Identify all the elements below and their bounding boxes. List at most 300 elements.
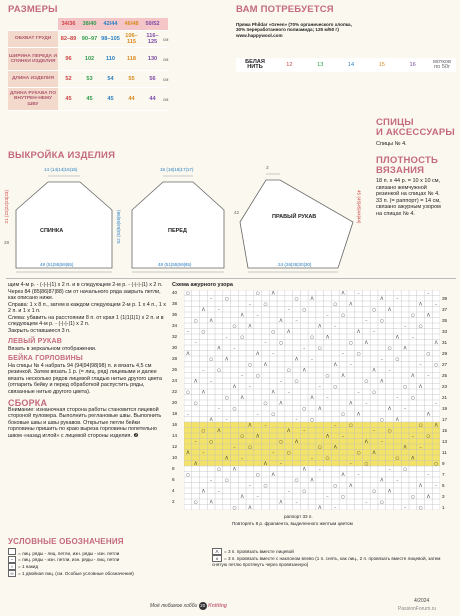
watermark: PassionForum.ru xyxy=(398,606,437,612)
stitch-symbol: Λ xyxy=(341,373,345,379)
stitch-symbol: ○ xyxy=(372,489,377,495)
row-number: 2 xyxy=(172,499,175,504)
size-header: 50/52 xyxy=(142,18,163,31)
stitch-symbol: Λ xyxy=(279,500,283,506)
stitch-symbol: Λ xyxy=(341,472,345,478)
amount: 16 xyxy=(409,62,416,68)
stitch-symbol: – xyxy=(427,472,430,478)
stitch-symbol: – xyxy=(210,379,213,385)
divider xyxy=(6,278,456,279)
stitch-symbol: – xyxy=(357,291,360,297)
stitch-symbol: – xyxy=(210,296,213,302)
back-shape xyxy=(16,182,112,268)
legend-text: = лиц. ряды - лиц. петли, изн. ряды - изн. петли xyxy=(18,551,120,556)
cell: 55 xyxy=(121,71,142,88)
stitch-symbol: ○ xyxy=(410,395,415,401)
stitch-symbol: ○ xyxy=(201,428,206,434)
stitch-symbol: – xyxy=(310,456,314,462)
stitch-symbol: Λ xyxy=(333,362,337,368)
unit: см xyxy=(163,71,168,88)
stitch-symbol: ○ xyxy=(302,489,307,495)
stitch-symbol: Λ xyxy=(388,307,392,313)
stitch-symbol: Λ xyxy=(356,329,361,335)
row-number: 12 xyxy=(172,444,178,449)
density-text xyxy=(376,178,458,218)
legend-item xyxy=(8,563,208,570)
stitch-symbol: ○ xyxy=(240,335,245,341)
row-number: 22 xyxy=(172,389,178,394)
k3tog-icon: Λ xyxy=(212,548,222,555)
stitch-symbol: ○ xyxy=(286,368,291,374)
stitch-symbol: ○ xyxy=(348,340,353,346)
cell: 45 xyxy=(100,88,121,111)
repeat-label: раппорт 33 п. xyxy=(284,514,313,519)
stitch-symbol: ○ xyxy=(302,307,307,313)
stitch-symbol: ○ xyxy=(310,417,314,423)
stitch-symbol: – xyxy=(186,329,190,335)
stitch-symbol: Λ xyxy=(271,472,275,478)
row-number: 33 xyxy=(442,328,448,334)
stitch-symbol: – xyxy=(225,335,228,341)
row-number: 19 xyxy=(442,405,448,411)
stitch-symbol: ○ xyxy=(341,412,345,418)
row-label: ОБХВАТ ГРУДИ xyxy=(8,31,58,48)
stitch-symbol: Λ xyxy=(310,296,314,302)
row-number: 26 xyxy=(172,367,178,372)
yarn-description xyxy=(236,22,456,38)
stitch-symbol: – xyxy=(434,401,438,407)
stitch-symbol: ○ xyxy=(279,439,283,445)
density-title xyxy=(376,156,438,176)
stitch-symbol: – xyxy=(310,357,314,363)
purl-symbol-icon: – xyxy=(8,556,16,563)
stitch-symbol: ○ xyxy=(333,302,338,308)
cell: 53 xyxy=(79,71,100,88)
legend-text: = 3 п. провязать вместе лицевой xyxy=(224,549,294,554)
issue: 4/2024 xyxy=(414,598,430,604)
stitch-symbol: Λ xyxy=(302,467,306,473)
stitch-symbol: – xyxy=(233,445,236,451)
amount: 12 xyxy=(286,62,293,68)
stitch-symbol: Λ xyxy=(426,494,430,500)
stitch-symbol: Λ xyxy=(411,373,415,379)
stitch-symbol: ○ xyxy=(279,340,283,346)
amount: 13 xyxy=(317,62,324,68)
front-shape xyxy=(132,182,224,268)
density-line: 33 п. (= раппорт) = 14 см, xyxy=(376,197,441,204)
row-number: 27 xyxy=(442,361,448,367)
stitch-symbol: – xyxy=(388,368,391,374)
stitch-symbol: ○ xyxy=(434,362,439,368)
stitch-symbol: ○ xyxy=(255,291,260,297)
row-number: 18 xyxy=(172,411,178,416)
stitch-symbol: – xyxy=(427,291,430,297)
stitch-symbol: – xyxy=(241,456,244,462)
row-number: 28 xyxy=(172,356,178,361)
stitch-symbol: Λ xyxy=(279,401,283,407)
stitch-symbol: ○ xyxy=(379,318,384,324)
stitch-symbol: Λ xyxy=(349,401,353,407)
legend-text: = лиц. ряды - изн. петли, изн. ряды - лиц. петли xyxy=(18,557,120,563)
double-knit-icon: ∞ xyxy=(8,570,16,577)
row-label: ШИРИНА ПЕРЕДА И СПИНКИ ИЗДЕЛИЯ xyxy=(8,48,58,71)
stitch-symbol: – xyxy=(357,390,360,396)
stitch-symbol: ○ xyxy=(418,505,423,510)
row-number: 36 xyxy=(172,312,178,317)
stitch-symbol: – xyxy=(256,313,259,319)
color-label: БЕЛАЯ НИТЬ xyxy=(245,58,265,70)
stitch-symbol: Λ xyxy=(318,324,322,330)
stitch-symbol: Λ xyxy=(341,291,345,297)
stitch-symbol: – xyxy=(295,417,298,423)
stitch-symbol: ○ xyxy=(193,401,198,407)
stitch-symbol: ○ xyxy=(193,500,198,506)
row-number: 40 xyxy=(172,290,178,295)
stitch-symbol: Λ xyxy=(248,505,252,510)
stitch-symbol: Λ xyxy=(419,483,423,489)
stitch-symbol: Λ xyxy=(287,329,291,335)
paragraph: Закрыть оставшиеся 3 п. xyxy=(8,327,71,334)
stitch-symbol: ○ xyxy=(286,450,291,456)
cell: 116–125 xyxy=(142,31,163,48)
density-line: резинкой на спицах № 4. xyxy=(376,191,440,198)
stitch-symbol: Λ xyxy=(372,368,376,374)
stitch-symbol: Λ xyxy=(380,478,384,484)
cell: 90–97 xyxy=(79,31,100,48)
stitch-symbol: Λ xyxy=(325,434,330,440)
row-number: 29 xyxy=(442,350,448,356)
stitch-symbol: – xyxy=(411,434,414,440)
stitch-symbol: ○ xyxy=(317,445,322,451)
row-number: 38 xyxy=(172,301,178,306)
stitch-symbol: – xyxy=(380,357,383,363)
density-line: связано жемчужной xyxy=(376,184,427,191)
amount-unit: мотков по 50г xyxy=(433,58,451,70)
stitch-symbol: – xyxy=(434,483,438,489)
section-name: Knitting xyxy=(208,603,227,609)
stitch-symbol: – xyxy=(396,296,399,302)
cell: 52 xyxy=(58,71,79,88)
stitch-symbol: ○ xyxy=(255,373,260,379)
stitch-symbol: Λ xyxy=(318,406,322,412)
stitch-symbol: ○ xyxy=(410,494,415,500)
stitch-symbol: – xyxy=(334,324,337,330)
stitch-symbol: Λ xyxy=(256,434,260,440)
stitch-symbol: ○ xyxy=(185,390,190,396)
stitch-symbol: – xyxy=(419,445,422,451)
sleeve-side: 45 (45|45|44|44) xyxy=(356,190,362,224)
row-number: 1 xyxy=(442,504,445,510)
stitch-symbol: ○ xyxy=(271,412,276,418)
stitch-symbol: – xyxy=(279,461,283,467)
legend-title: УСЛОВНЫЕ ОБОЗНАЧЕНИЯ xyxy=(8,537,124,546)
cell: 110 xyxy=(100,48,121,71)
stitch-symbol: Λ xyxy=(426,313,430,319)
stitch-symbol: – xyxy=(217,406,221,412)
stitch-symbol: – xyxy=(295,318,298,324)
stitch-symbol: ○ xyxy=(224,395,229,401)
instructions-column xyxy=(8,282,168,439)
cell: 118 xyxy=(121,48,142,71)
row-number: 9 xyxy=(442,460,445,466)
stitch-symbol: – xyxy=(303,346,306,352)
stitch-symbol: Λ xyxy=(403,346,407,352)
row-number: 37 xyxy=(442,306,448,312)
stitch-symbol: Λ xyxy=(263,461,268,467)
stitch-symbol: Λ xyxy=(364,340,368,346)
stitch-symbol: – xyxy=(248,483,252,489)
legend-item xyxy=(212,548,452,555)
yarn-site: www.happywool.com xyxy=(236,32,283,38)
stitch-symbol: ○ xyxy=(325,373,330,379)
chart-title: Схема ажурного узора xyxy=(172,282,233,288)
stitch-symbol: – xyxy=(388,467,391,473)
paragraph: Слева: убавить на расстоянии 8 п. от края 1 (1|1|1|1) x 2 п. и в следующем 4-м р. - (-|-|-|1) x 2 п. xyxy=(8,314,164,327)
stitch-symbol: Λ xyxy=(380,296,384,302)
row-number: 7 xyxy=(442,471,445,477)
stitch-symbol: ○ xyxy=(356,450,361,456)
row-number: 39 xyxy=(442,295,448,301)
legend-text: = 3 п. провязать вместе с наклоном влево (1 п. снять, как лиц., 2 п. провязать вместе лицевой, затем снятую петлю протянуть через провязанную) xyxy=(212,556,441,567)
stitch-chart xyxy=(184,290,440,510)
row-number: 14 xyxy=(172,433,178,438)
stitch-symbol: – xyxy=(365,500,368,506)
left-sleeve-title: ЛЕВЫЙ РУКАВ xyxy=(8,338,62,345)
stitch-symbol: ○ xyxy=(224,296,229,302)
stitch-symbol: ○ xyxy=(209,439,214,445)
stitch-symbol: – xyxy=(248,302,252,308)
back-side: 21 (22|22|23|23) xyxy=(4,190,9,224)
needles-title-line: И АКСЕССУАРЫ xyxy=(376,127,455,138)
stitch-symbol: Λ xyxy=(419,384,423,390)
yarn-over-icon: ○ xyxy=(8,563,16,570)
stitch-symbol: ○ xyxy=(232,406,237,412)
stitch-symbol: – xyxy=(256,494,259,500)
stitch-symbol: – xyxy=(256,412,259,418)
stitch-symbol: ○ xyxy=(403,467,408,473)
neck-title: БЕЙКА ГОРЛОВИНЫ xyxy=(8,355,83,362)
stitch-symbol: Λ xyxy=(225,357,229,363)
paragraph: На спицы № 4 набрать 94 (94|94|98|98) п. и вязать 4,5 см резинкой. Затем вязать 1 р. (= лиц. ряд) лицевыми и далее вязать несколько рядов лицевой гладью нитью другого цвета (отпарить бейку и перед обработкой распустить ряды, связанные нитью другого цвета). xyxy=(8,362,162,395)
stitch-symbol: Λ xyxy=(426,412,430,418)
stitch-symbol: ○ xyxy=(379,417,384,423)
stitch-symbol: Λ xyxy=(372,450,376,456)
stitch-symbol: Λ xyxy=(403,445,407,451)
legend-right xyxy=(212,548,452,567)
stitch-symbol: ○ xyxy=(418,324,423,330)
row-number: 17 xyxy=(442,416,448,422)
row-number: 15 xyxy=(442,427,448,433)
stitch-symbol: Λ xyxy=(201,489,205,495)
stitch-symbol: Λ xyxy=(194,379,198,385)
stitch-symbol: Λ xyxy=(419,302,423,308)
size-header: 34/36 xyxy=(58,18,79,31)
density-title-line: ВЯЗАНИЯ xyxy=(376,165,425,176)
row-number: 10 xyxy=(172,455,178,460)
stitch-symbol: ○ xyxy=(247,445,252,451)
stitch-symbol: ○ xyxy=(356,351,361,357)
paragraph: Внимание: изнаночная сторона работы становится лицевой стороной пуловера. Выполнить реглановые швы. Выполнить боковые швы и швы рукавов. Открытые петли бейки горловины пришить по краю выреза горловины попетельно швом «назад иглой» с лицевой стороны изделия. ❷ xyxy=(8,406,162,439)
stitch-symbol: Λ xyxy=(209,318,213,324)
front-bottom: 48 (51|55|59|65) xyxy=(158,262,192,267)
stitch-symbol: ○ xyxy=(271,329,276,335)
stitch-symbol: Λ xyxy=(232,384,236,390)
chart-caption: Повторять 8 р. фрагмента, выделенного желтым цветом xyxy=(232,521,353,526)
stitch-symbol: Λ xyxy=(271,390,275,396)
stitch-symbol: Λ xyxy=(217,346,221,352)
stitch-symbol: Λ xyxy=(201,307,205,313)
stitch-symbol: ○ xyxy=(294,379,299,385)
stitch-symbol: Λ xyxy=(279,318,283,324)
stitch-symbol: Λ xyxy=(310,395,314,401)
stitch-symbol: ○ xyxy=(185,472,190,478)
stitch-symbol: – xyxy=(233,346,236,352)
pattern-title: ВЫКРОЙКА ИЗДЕЛИЯ xyxy=(8,150,116,161)
density-line: связано ажурным узором xyxy=(376,204,441,211)
sleeve-bottom: 24 (26|28|30|30) xyxy=(278,262,312,267)
stitch-symbol: Λ xyxy=(388,489,392,495)
legend-left xyxy=(8,548,208,577)
stitch-symbol: ○ xyxy=(317,346,322,352)
stitch-symbol: ○ xyxy=(209,357,214,363)
cell: 44 xyxy=(121,88,142,111)
stitch-symbol: – xyxy=(248,384,252,390)
stitch-symbol: ○ xyxy=(216,368,221,374)
stitch-symbol: ○ xyxy=(255,472,260,478)
stitch-symbol: ○ xyxy=(232,324,237,330)
unit: см xyxy=(163,88,168,111)
stitch-symbol: – xyxy=(272,450,275,456)
stitch-symbol: Λ xyxy=(194,461,198,467)
row-number: 24 xyxy=(172,378,178,383)
stitch-symbol: – xyxy=(365,318,368,324)
stitch-symbol: – xyxy=(326,395,329,401)
paragraph: Вязать в зеркальном отображении. xyxy=(8,345,97,352)
stitch-symbol: – xyxy=(217,489,221,495)
stitch-symbol: Λ xyxy=(271,291,275,297)
stitch-symbol: Λ xyxy=(217,428,221,434)
stitch-symbol: Λ xyxy=(209,417,213,423)
stitch-symbol: Λ xyxy=(201,390,205,396)
stitch-symbol: Λ xyxy=(380,379,384,385)
stitch-symbol: ○ xyxy=(372,307,377,313)
stitch-symbol: Λ xyxy=(240,494,244,500)
stitch-symbol: ○ xyxy=(410,313,415,319)
row-number: 32 xyxy=(172,334,178,339)
stitch-symbol: ○ xyxy=(341,313,345,319)
stitch-symbol: ○ xyxy=(294,478,299,484)
stitch-symbol: – xyxy=(202,450,205,456)
sleeve-height: 42 xyxy=(234,210,240,215)
row-number: 34 xyxy=(172,323,178,328)
row-number: 5 xyxy=(442,482,445,488)
stitch-symbol: – xyxy=(264,340,267,346)
stitch-symbol: – xyxy=(334,423,337,429)
stitch-symbol: – xyxy=(380,439,383,445)
cell: 96 xyxy=(58,48,79,71)
cell: 82–89 xyxy=(58,31,79,48)
stitch-symbol: Λ xyxy=(248,324,252,330)
row-number: 13 xyxy=(442,438,448,444)
stitch-symbol: – xyxy=(411,335,414,341)
legend-item xyxy=(212,555,452,567)
stitch-symbol: ○ xyxy=(418,423,423,429)
stitch-symbol: Λ xyxy=(302,368,306,374)
stitch-symbol: – xyxy=(295,500,298,506)
cell: 98–105 xyxy=(100,31,121,48)
stitch-symbol: Λ xyxy=(349,483,353,489)
stitch-symbol: – xyxy=(225,417,228,423)
stitch-symbol: Λ xyxy=(364,439,368,445)
stitch-symbol: Λ xyxy=(186,351,190,357)
stitch-symbol: ○ xyxy=(434,461,439,467)
stitch-symbol: – xyxy=(186,412,190,418)
needles-title xyxy=(376,118,455,138)
stitch-symbol: – xyxy=(272,351,275,357)
stitch-symbol: ○ xyxy=(364,461,369,467)
needs-title: ВАМ ПОТРЕБУЕТСЯ xyxy=(236,4,334,15)
yarn-line: Пряжа Phildar «Green» (70% органического хлопка, xyxy=(236,22,352,27)
stitch-symbol: – xyxy=(326,313,329,319)
stitch-symbol: ○ xyxy=(403,384,408,390)
stitch-symbol: – xyxy=(318,467,321,473)
cell: 44 xyxy=(142,88,163,111)
stitch-symbol: ○ xyxy=(364,379,369,385)
stitch-symbol: ○ xyxy=(185,291,190,297)
stitch-symbol: ○ xyxy=(310,335,314,341)
stitch-symbol: – xyxy=(396,478,399,484)
stitch-symbol: ○ xyxy=(395,456,400,462)
stitch-symbol: – xyxy=(396,395,399,401)
stitch-symbol: ○ xyxy=(232,505,237,510)
stitch-symbol: ○ xyxy=(395,357,400,363)
stitch-symbol: ○ xyxy=(333,384,338,390)
size-header: 38/40 xyxy=(79,18,100,31)
legend-item xyxy=(8,570,208,577)
footer-magazine xyxy=(150,602,227,610)
stitch-symbol: ○ xyxy=(302,406,307,412)
sleeve-label: ПРАВЫЙ РУКАВ xyxy=(272,214,317,220)
front-side: 52 (53|54|55|56) xyxy=(116,210,121,244)
back-height: 28 xyxy=(4,240,10,245)
stitch-symbol: ○ xyxy=(348,423,353,429)
row-number: 23 xyxy=(442,383,448,389)
stitch-symbol: Λ xyxy=(287,428,291,434)
stitch-symbol: – xyxy=(318,384,321,390)
stitch-symbol: ○ xyxy=(240,434,245,440)
stitch-symbol: Λ xyxy=(318,505,322,510)
stitch-symbol: Λ xyxy=(232,467,236,473)
row-number: 31 xyxy=(442,339,448,345)
stitch-symbol: Λ xyxy=(434,423,438,429)
stitch-symbol: – xyxy=(372,329,376,335)
stitch-symbol: Λ xyxy=(248,423,252,429)
stitch-symbol: Λ xyxy=(310,478,314,484)
stitch-symbol: ○ xyxy=(387,346,392,352)
cell: 102 xyxy=(79,48,100,71)
stitch-symbol: Λ xyxy=(325,335,330,341)
assembly-title: СБОРКА xyxy=(8,398,48,408)
stitch-symbol: – xyxy=(210,478,213,484)
row-number: 6 xyxy=(172,477,175,482)
back-top: 14 (14|14|15|15) xyxy=(44,167,78,172)
cell: 56 xyxy=(142,71,163,88)
row-number: 16 xyxy=(172,422,178,427)
stitch-symbol: ○ xyxy=(387,428,392,434)
density-line: 18 п. х 44 р. = 10 х 10 см, xyxy=(376,178,441,184)
density-line: на спицах № 4. xyxy=(376,210,415,217)
stitch-symbol: Λ xyxy=(209,500,213,506)
